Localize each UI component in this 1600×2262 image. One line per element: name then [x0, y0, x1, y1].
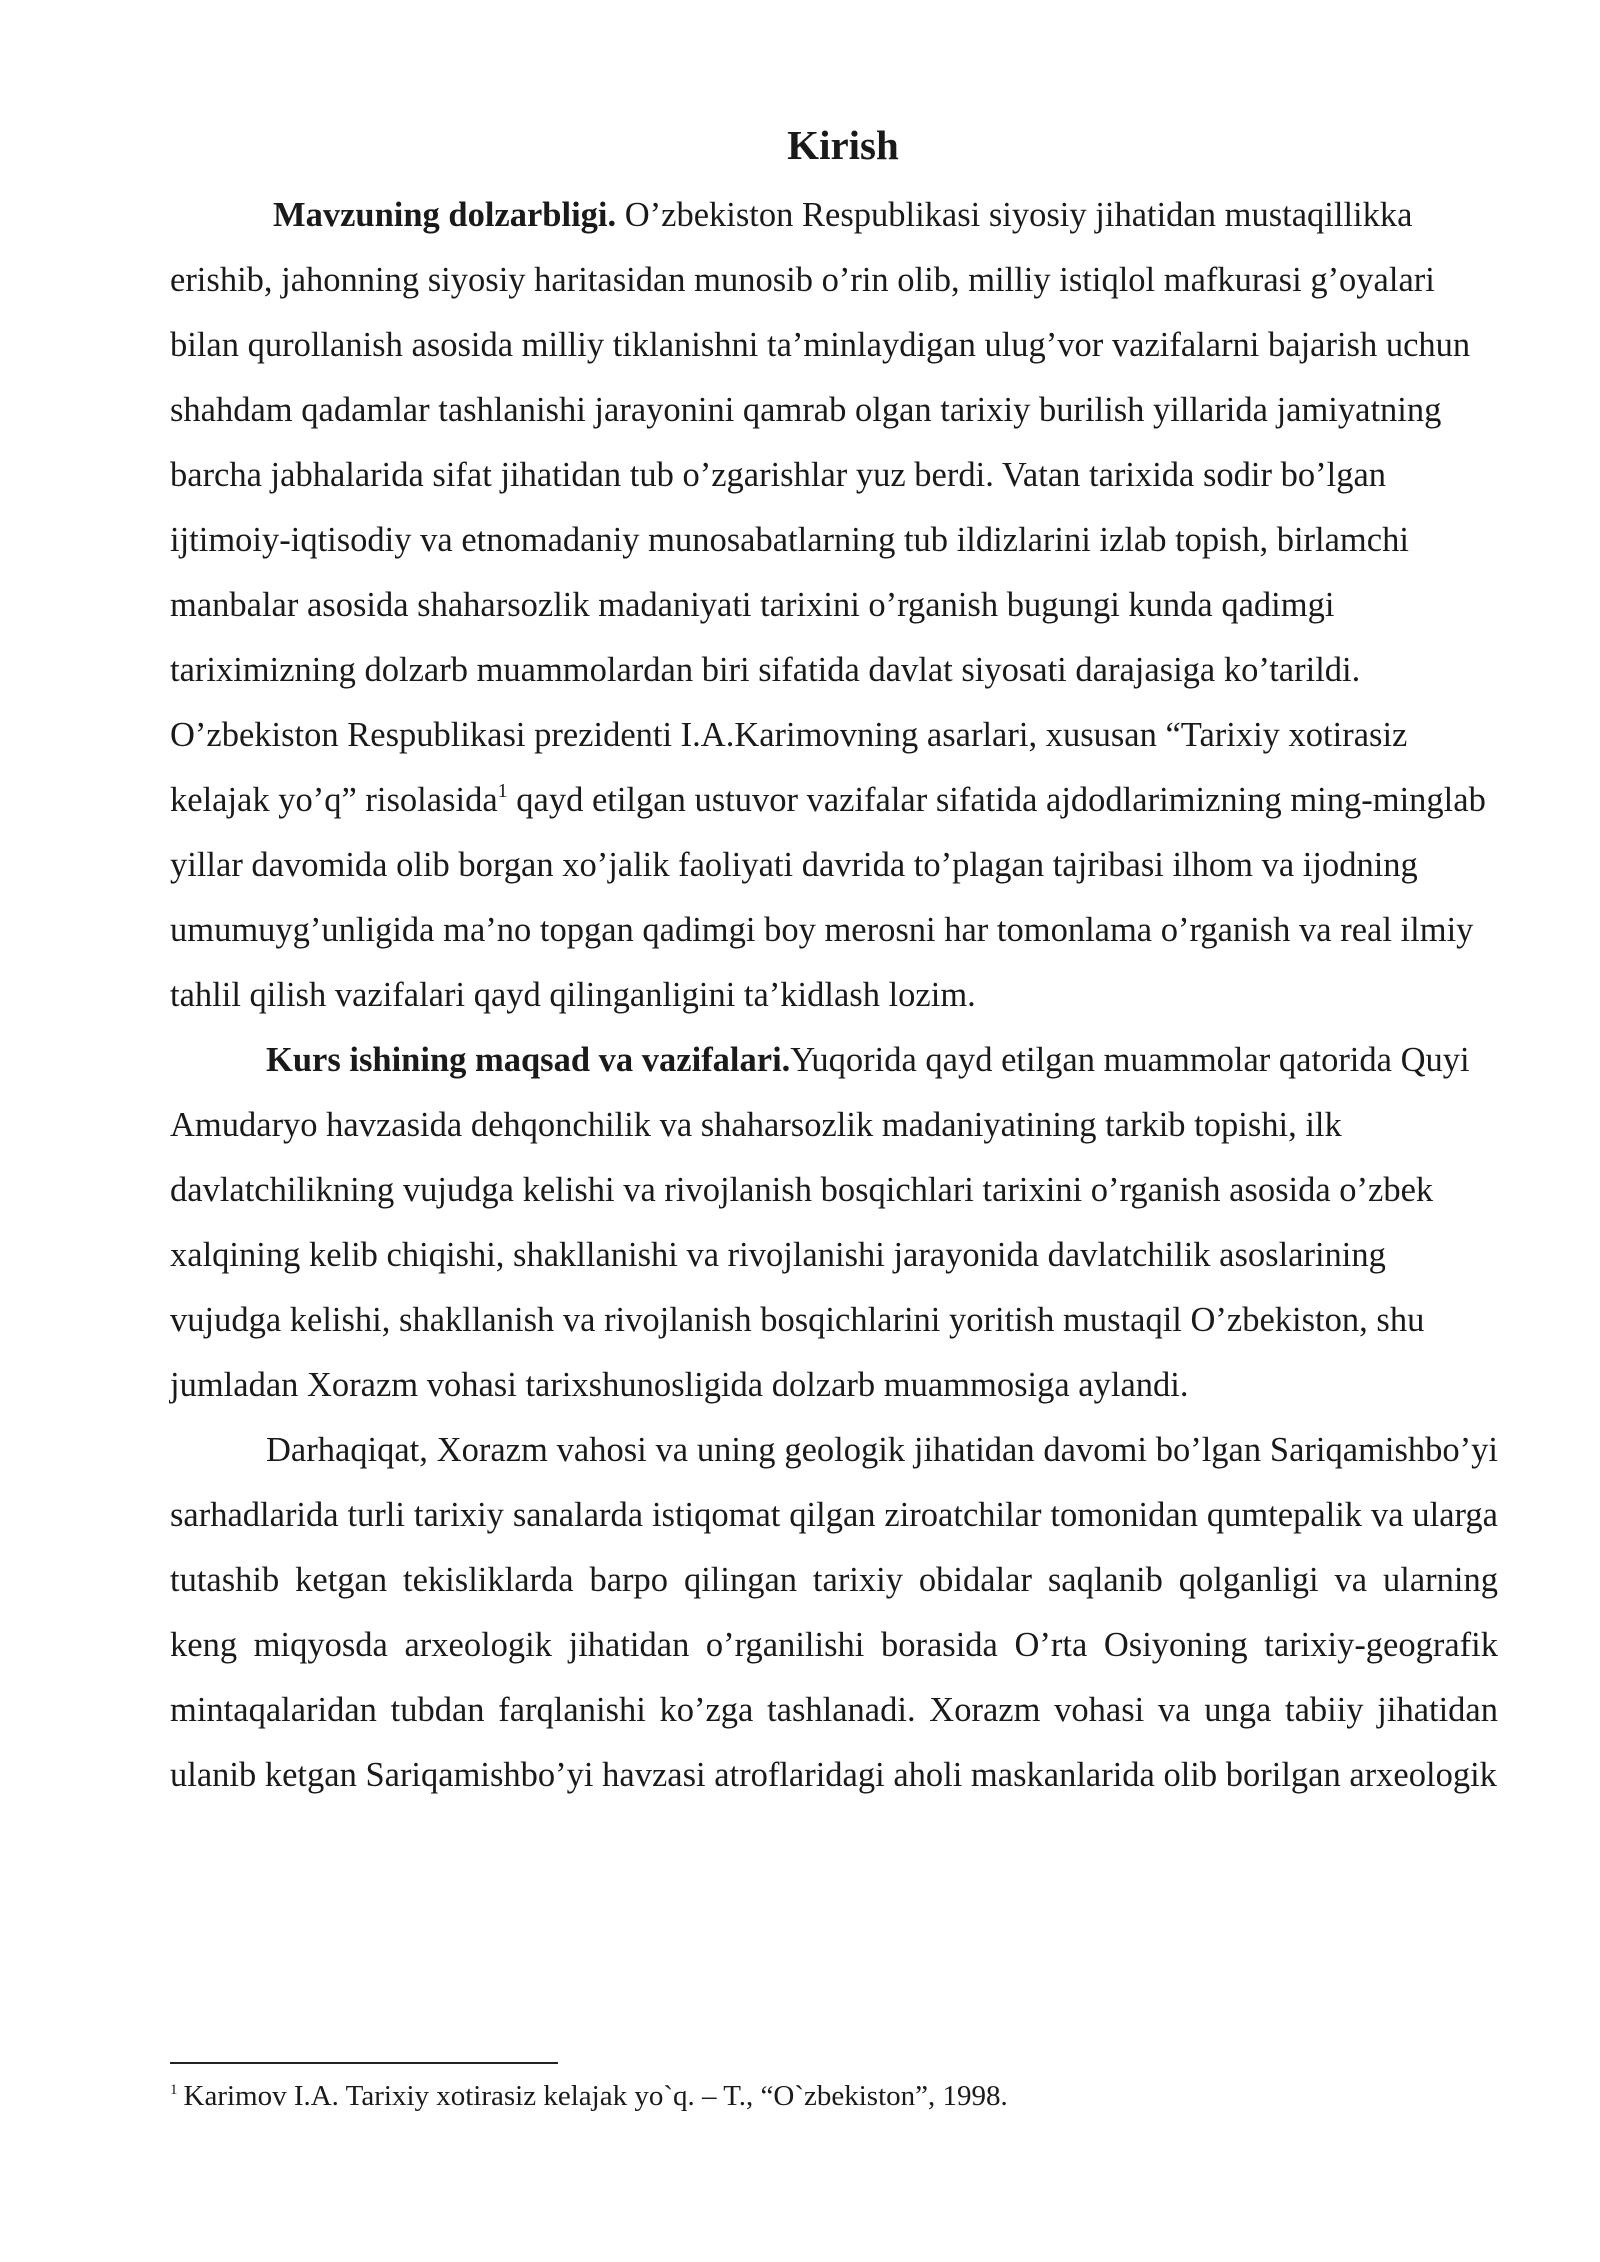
paragraph-goals — [170, 1028, 1498, 1418]
paragraph-body — [170, 1418, 1498, 1808]
footnote-number: 1 — [170, 2082, 178, 2099]
document-page — [170, 115, 1498, 1808]
footnote-separator — [170, 2062, 558, 2064]
paragraph-lead: Mavzuning dolzarbligi. — [273, 196, 617, 234]
paragraph-text: O’zbekiston Respublikasi siyosiy jihatidan mustaqillikka erishib, jahonning siyosiy haritasidan munosib o’rin olib, milliy istiqlol mafkurasi g’oyalari bilan qurollanish asosida milliy tiklanishni ta’minlaydigan ulug’vor vazifalarni bajarish uchun shahdam qadamlar tashlanishi jarayonini qamrab olgan tarixiy burilish yillarida jamiyatning barcha jabhalarida sifat jihatidan tub o’zgarishlar yuz berdi. Vatan tarixida sodir bo’lgan ijtimoiy-iqtisodiy va etnomadaniy munosabatlarning tub ildizlarini izlab topish, birlamchi manbalar asosida shaharsozlik madaniyati tarixini o’rganish bugungi kunda qadimgi tariximizning dolzarb muammolardan biri sifatida davlat siyosati darajasiga ko’tarildi. O’zbekiston Respublikasi prezidenti I.A.Karimovning asarlari, xususan “Tarixiy xotirasiz kelajak yo’q” risolasida — [170, 196, 1471, 819]
footnote-text: Karimov I.A. Tarixiy xotirasiz kelajak yo`q. – T., “O`zbekiston”, 1998. — [183, 2080, 1008, 2112]
paragraph-text: Darhaqiqat, Xorazm vahosi va uning geologik jihatidan davomi bo’lgan Sariqamishbo’yi sarhadlarida turli tarixiy sanalarda istiqomat qilgan ziroatchilar tomonidan qumtepalik va ularga tutashib ketgan tekisliklarda barpo qilingan tarixiy obidalar saqlanib qolganligi va ularning keng miqyosda arxeologik jihatidan o’rganilishi borasida O’rta Osiyoning tarixiy-geografik mintaqalaridan tubdan farqlanishi ko’zga tashlanadi. Xorazm vohasi va unga tabiiy jihatidan ulanib ketgan Sariqamishbo’yi havzasi atroflaridagi aholi maskanlarida olib borilgan arxeologik — [170, 1431, 1498, 1794]
paragraph-text: qayd etilgan ustuvor vazifalar sifatida ajdodlarimizning ming-minglab yillar davomida olib borgan xo’jalik faoliyati davrida to’plagan tajribasi ilhom va ijodning umumuyg’unligida ma’no topgan qadimgi boy merosni har tomonlama o’rganish va real ilmiy tahlil qilish vazifalari qayd qilinganligini ta’kidlash lozim. — [170, 781, 1486, 1014]
paragraph-relevance — [170, 183, 1498, 1028]
page-title: Kirish — [787, 122, 899, 168]
footnote-reference[interactable]: 1 — [497, 779, 508, 802]
paragraph-lead: Kurs ishining maqsad va vazifalari. — [266, 1041, 791, 1079]
footnote — [170, 2076, 1498, 2116]
paragraph-text: Yuqorida qayd etilgan muammolar qatorida Quyi Amudaryo havzasida dehqonchilik va shaharsozlik madaniyatining tarkib topishi, ilk davlatchilikning vujudga kelishi va rivojlanish bosqichlari tarixini o’rganish asosida o’zbek xalqining kelib chiqishi, shakllanishi va rivojlanishi jarayonida davlatchilik asoslarining vujudga kelishi, shakllanish va rivojlanish bosqichlarini yoritish mustaqil O’zbekiston, shu jumladan Xorazm vohasi tarixshunosligida dolzarb muammosiga aylandi. — [170, 1041, 1470, 1404]
